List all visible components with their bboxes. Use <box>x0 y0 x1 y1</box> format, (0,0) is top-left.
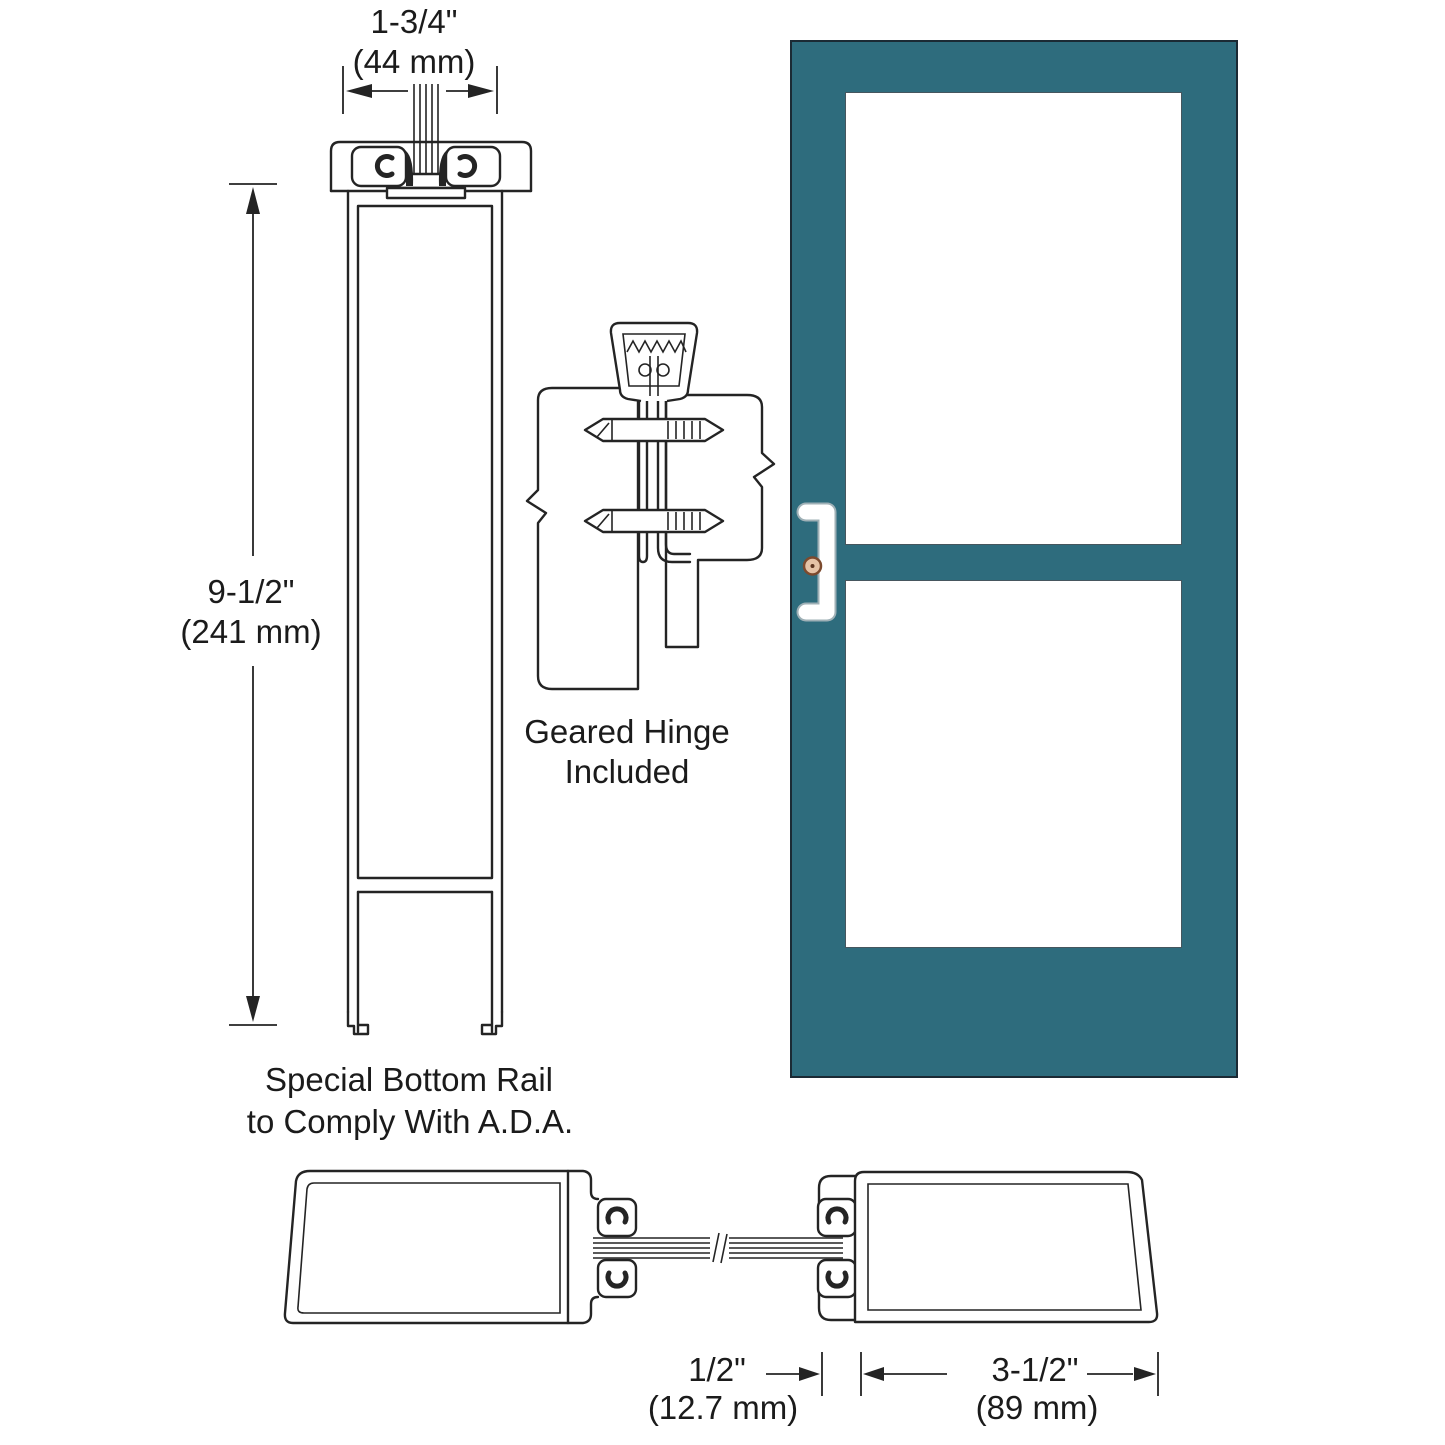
glass-lines-vertical <box>414 84 438 176</box>
door-glass-bottom <box>845 580 1182 948</box>
door-panel <box>790 40 1238 1078</box>
rail-outer-walls <box>348 191 502 1012</box>
gasket-clip-bl <box>608 1273 626 1286</box>
gasket-bottom-left <box>598 1260 636 1297</box>
dim-stile-mm: (89 mm) <box>975 1389 1099 1426</box>
gear-cap-inner <box>623 334 685 386</box>
dim-height-mm: (241 mm) <box>180 613 322 650</box>
hinge-jamb-block <box>527 388 638 689</box>
dim-width-mm: (44 mm) <box>352 43 476 80</box>
gasket-clip-left <box>377 157 392 176</box>
left-stile-outline <box>285 1171 568 1323</box>
hinge-label-line1: Geared Hinge <box>524 713 730 750</box>
gasket-right <box>446 147 500 186</box>
rail-foot-left <box>348 1012 368 1034</box>
hinge-screw-upper <box>585 419 723 441</box>
right-stile-outline <box>855 1172 1157 1322</box>
dim-glass-inches: 1/2" <box>688 1351 746 1388</box>
door-glass-top <box>845 92 1182 545</box>
hinge-label-line2: Included <box>564 753 690 790</box>
gasket-clip-tr <box>828 1209 846 1222</box>
caption-line1: Special Bottom Rail <box>265 1061 553 1098</box>
geared-hinge-drawing <box>527 323 774 689</box>
dim-width-inches: 1-3/4" <box>370 3 458 40</box>
gasket-top-left <box>598 1199 636 1236</box>
hinge-screw-lower <box>585 510 723 532</box>
gear-spiral-left <box>639 364 651 376</box>
gear-spiral-right <box>657 364 669 376</box>
dim-stile-inches: 3-1/2" <box>991 1351 1079 1388</box>
bottom-rail-section-drawing <box>285 1171 1157 1323</box>
dim-height-inches: 9-1/2" <box>207 573 295 610</box>
gasket-lip-left <box>406 151 413 186</box>
stile-section-drawing <box>331 84 531 1034</box>
glass-lines-horizontal <box>593 1233 843 1263</box>
caption-line2: to Comply With A.D.A. <box>246 1103 574 1140</box>
glazing-pocket-outline <box>331 142 531 191</box>
right-stile-inner <box>868 1184 1141 1310</box>
hinge-leaf-right <box>658 396 690 562</box>
glass-clamp-lower <box>387 188 465 198</box>
left-pocket-bottom <box>568 1297 598 1323</box>
gasket-left <box>352 147 406 186</box>
gasket-bottom-right <box>818 1260 856 1297</box>
left-stile-inner <box>298 1183 560 1313</box>
gasket-top-right <box>818 1199 856 1236</box>
rail-inner-wall <box>358 206 492 878</box>
hinge-leaf-left <box>639 396 647 562</box>
gasket-clip-br <box>828 1273 846 1286</box>
gasket-clip-right <box>460 157 475 176</box>
gear-teeth <box>627 341 686 352</box>
gasket-clip-tl <box>608 1209 626 1222</box>
dim-glass-mm: (12.7 mm) <box>647 1389 799 1426</box>
rail-leg-inner <box>358 892 492 1032</box>
right-pocket-bracket <box>819 1176 855 1320</box>
gear-stems <box>650 356 658 396</box>
hinge-gear-cap <box>611 323 697 401</box>
rail-foot-right <box>482 1012 502 1034</box>
hinge-door-block <box>666 395 774 647</box>
left-pocket-top <box>568 1171 598 1199</box>
gasket-lip-right <box>439 151 446 186</box>
glass-clamp-upper <box>393 174 459 188</box>
